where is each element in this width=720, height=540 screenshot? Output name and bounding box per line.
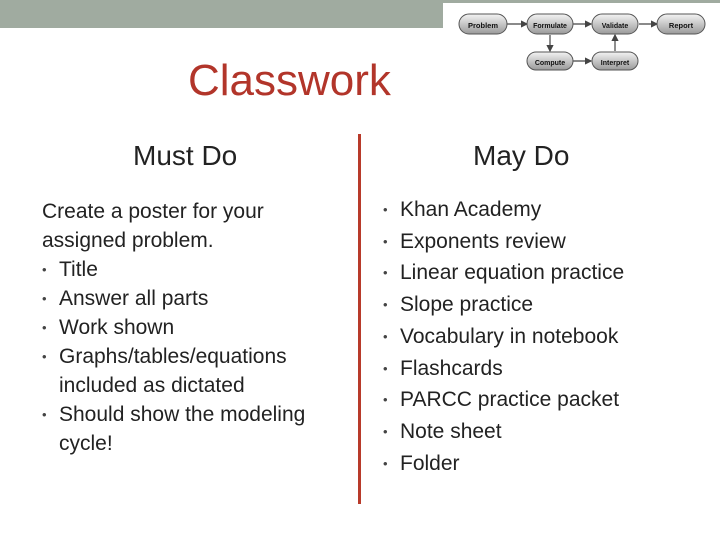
- list-item: [383, 353, 713, 385]
- svg-text:Report: Report: [668, 21, 694, 30]
- modeling-cycle-svg: [443, 3, 720, 78]
- must-do-heading: Must Do: [133, 140, 238, 171]
- list-item-text: Exponents review: [400, 229, 566, 253]
- svg-text:Formulate: Formulate: [533, 23, 567, 30]
- list-item: [383, 416, 713, 448]
- node-compute: [527, 52, 573, 70]
- list-item: [42, 400, 352, 458]
- list-item-text: PARCC practice packet: [400, 388, 620, 412]
- list-item: [383, 289, 713, 321]
- list-item-text: Linear equation practice: [400, 261, 625, 285]
- may-do-column: [383, 194, 713, 479]
- list-item: [42, 284, 352, 313]
- list-item: [383, 321, 713, 353]
- list-item-text: Work shown: [59, 316, 175, 339]
- list-item-text: Should show the modeling cycle!: [59, 403, 306, 455]
- svg-text:Problem: Problem: [467, 21, 499, 30]
- bullet-icon: •: [383, 265, 388, 281]
- list-item-text: Vocabulary in notebook: [400, 324, 619, 348]
- node-problem: [459, 14, 507, 34]
- list-item: [42, 342, 352, 400]
- node-report: [657, 14, 705, 34]
- bullet-icon: •: [383, 328, 388, 344]
- modeling-cycle-diagram: [443, 3, 720, 78]
- column-divider: [358, 134, 361, 504]
- bullet-icon: •: [383, 202, 388, 217]
- bullet-icon: •: [42, 349, 47, 364]
- node-validate: [592, 14, 638, 34]
- list-item-text: Slope practice: [400, 293, 534, 317]
- may-do-heading: May Do: [473, 140, 570, 171]
- bullet-icon: •: [42, 262, 47, 277]
- list-item: [383, 257, 713, 289]
- list-item: [42, 313, 352, 342]
- list-item-text: Flashcards: [400, 356, 503, 380]
- list-item-text: Note sheet: [400, 419, 502, 443]
- node-formulate: [527, 14, 573, 34]
- list-item-text: Answer all parts: [59, 287, 209, 310]
- bullet-icon: •: [383, 455, 388, 471]
- bullet-icon: •: [42, 320, 47, 335]
- bullet-icon: •: [383, 233, 388, 249]
- svg-text:Validate: Validate: [601, 23, 629, 30]
- bullet-icon: •: [383, 360, 388, 376]
- list-item-text: Title: [59, 258, 98, 281]
- list-item: [383, 384, 713, 416]
- list-item: [42, 255, 352, 284]
- list-item-text: Folder: [400, 451, 460, 475]
- bullet-icon: •: [42, 291, 47, 306]
- list-item: [383, 226, 713, 258]
- svg-text:Compute: Compute: [534, 60, 566, 67]
- must-do-column: [42, 197, 352, 458]
- bullet-icon: •: [383, 297, 388, 313]
- list-item: [383, 448, 713, 480]
- node-interpret: [592, 52, 638, 70]
- list-item-text: Khan Academy: [400, 198, 542, 221]
- must-do-list: [42, 255, 352, 458]
- may-do-list: [383, 194, 713, 479]
- list-item-text: Graphs/tables/equations included as dictated: [59, 345, 287, 397]
- list-item: [383, 194, 713, 226]
- bullet-icon: •: [383, 423, 388, 439]
- bullet-icon: •: [42, 407, 47, 422]
- slide-title: Classwork: [188, 56, 391, 105]
- must-do-intro: Create a poster for your assigned problem.: [42, 200, 264, 252]
- svg-text:Interpret: Interpret: [600, 60, 630, 67]
- bullet-icon: •: [383, 392, 388, 408]
